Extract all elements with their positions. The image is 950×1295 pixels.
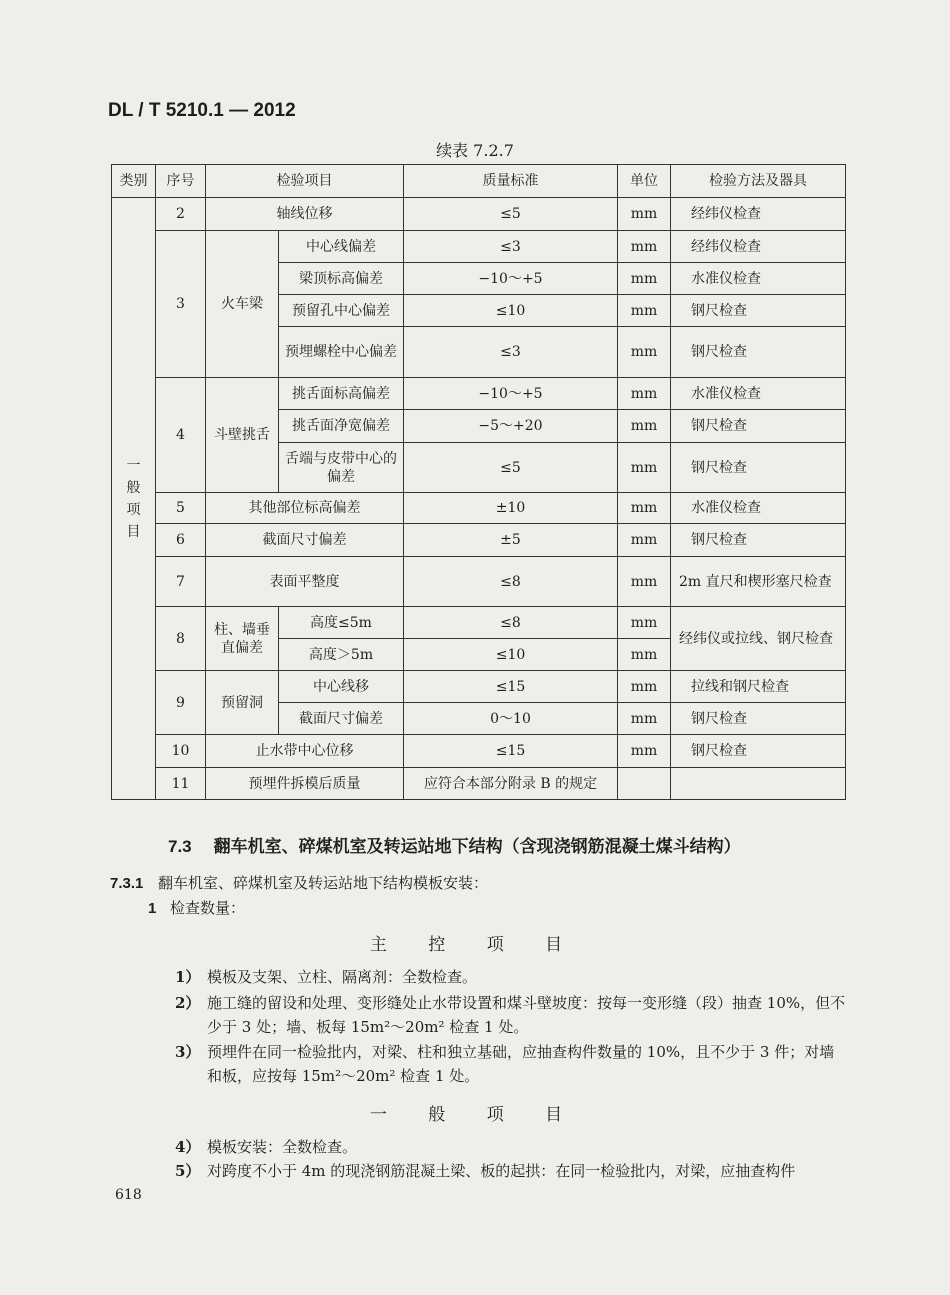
table-row: 挑舌面净宽偏差 −5～+20 mm 钢尺检查 [112, 410, 846, 443]
clause-line [110, 873, 488, 894]
table-row: 11 预埋件拆模后质量 应符合本部分附录 B 的规定 [112, 768, 846, 800]
general-items-heading: 一 般 项 目 [369, 1105, 581, 1125]
table-row: 3 火车梁 中心线偏差 ≤3 mm 经纬仪检查 [112, 231, 846, 263]
item-line [148, 898, 245, 919]
section-title: 翻车机室、碎煤机室及转运站地下结构（含现浇钢筋混凝土煤斗结构） [213, 837, 741, 856]
table-row: 8 柱、墙垂直偏差 高度≤5m ≤8 mm 经纬仪或拉线、钢尺检查 [112, 607, 846, 639]
category-cell [112, 198, 156, 800]
clause-number: 7.3.1 [110, 875, 144, 892]
category-label: 一般项目 [126, 457, 141, 540]
table-row: 9 预留洞 中心线移 ≤15 mm 拉线和钢尺检查 [112, 671, 846, 703]
table-caption: 续表 7.2.7 [436, 141, 514, 160]
table-row: 舌端与皮带中心的偏差 ≤5 mm 钢尺检查 [112, 443, 846, 493]
clause-text: 翻车机室、碎煤机室及转运站地下结构模板安装： [158, 874, 489, 892]
header-no: 序号 [156, 165, 206, 198]
page-number: 618 [115, 1187, 142, 1203]
inspection-table [111, 164, 846, 800]
table-row: 截面尺寸偏差 0～10 mm 钢尺检查 [112, 703, 846, 735]
list-item: 3） 预埋件在同一检验批内，对梁、柱和独立基础，应抽查构件数量的 10%，且不少于 3 件；对墙和板，应按每 15m²～20m² 检查 1 处。 [175, 1043, 835, 1085]
header-method: 检验方法及器具 [671, 165, 846, 198]
header-unit: 单位 [618, 165, 671, 198]
section-heading [168, 832, 741, 857]
section-number: 7.3 [168, 837, 192, 856]
header-standard: 质量标准 [404, 165, 618, 198]
table-row: 10 止水带中心位移 ≤15 mm 钢尺检查 [112, 735, 846, 768]
list-item: 4） 模板安装：全数检查。 [175, 1138, 358, 1156]
table-row: 5 其他部位标高偏差 ±10 mm 水准仪检查 [112, 493, 846, 524]
item-number: 1 [148, 900, 157, 917]
list-item: 5） 对跨度不小于 4m 的现浇钢筋混凝土梁、板的起拱：在同一检验批内，对梁，应抽查构件 [175, 1162, 796, 1180]
table-row: 7 表面平整度 ≤8 mm 2m 直尺和楔形塞尺检查 [112, 557, 846, 607]
table-row: 高度＞5m ≤10 mm [112, 639, 846, 671]
list-item: 1） 模板及支架、立柱、隔离剂：全数检查。 [175, 968, 478, 986]
standard-number: DL / T 5210.1 — 2012 [108, 100, 296, 121]
main-items-heading: 主 控 项 目 [369, 935, 581, 955]
table-row: 一般项目 2 轴线位移 ≤5 mm 经纬仪检查 [112, 198, 846, 231]
table-row: 4 斗壁挑舌 挑舌面标高偏差 −10～+5 mm 水准仪检查 [112, 378, 846, 410]
table-row: 预埋螺栓中心偏差 ≤3 mm 钢尺检查 [112, 327, 846, 378]
table-row: 梁顶标高偏差 −10～+5 mm 水准仪检查 [112, 263, 846, 295]
header-category: 类别 [112, 165, 156, 198]
header-item: 检验项目 [206, 165, 404, 198]
table-row: 6 截面尺寸偏差 ±5 mm 钢尺检查 [112, 524, 846, 557]
table-header-row [112, 165, 846, 198]
item-text: 检查数量： [170, 899, 246, 917]
table-row: 预留孔中心偏差 ≤10 mm 钢尺检查 [112, 295, 846, 327]
list-item: 2） 施工缝的留设和处理、变形缝处止水带设置和煤斗壁坡度：按每一变形缝（段）抽查 10%，但不少于 3 处；墙、板每 15m²～20m² 检查 1 处。 [175, 994, 846, 1036]
